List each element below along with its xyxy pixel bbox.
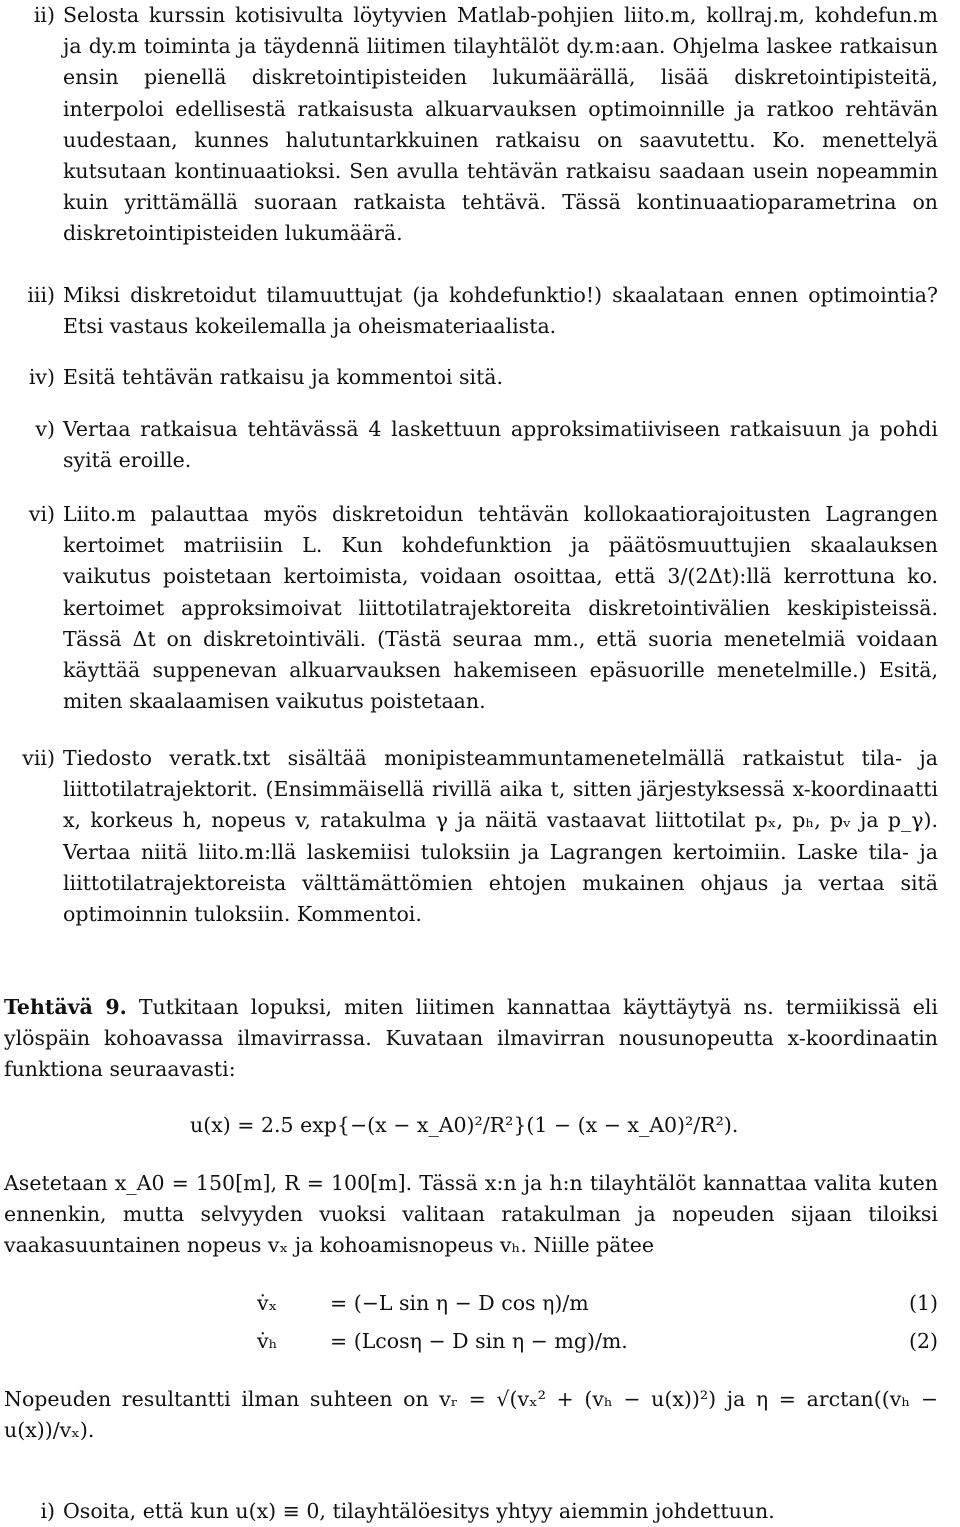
equation-1-number: (1) xyxy=(908,1291,938,1315)
task-intro-paragraph xyxy=(4,992,938,1086)
item-text: Miksi diskretoidut tilamuuttujat (ja kohdefunktio!) skaalataan ennen optimointia? Etsi vastaus kokeilemalla ja oheismateriaalista. xyxy=(63,283,938,339)
equation-1-lhs: v̇ₓ xyxy=(257,1291,278,1315)
item-number: iv) xyxy=(28,365,55,389)
item-number: iii) xyxy=(27,283,55,307)
equation-2-number: (2) xyxy=(908,1329,938,1353)
item-text: Tiedosto veratk.txt sisältää monipisteammuntamenetelmällä ratkaistut tila- ja liittotilatrajektorit. (Ensimmäisellä rivillä aika t, sitten järjestyksessä x-koordinaatti x, korkeus h, nopeus v, ratakulma γ ja näitä vastaavat liittotilat pₓ, pₕ, pᵥ ja p_γ). Vertaa niitä liito.m:llä laskemiisi tuloksiin ja Lagrangen kertoimiin. Laske tila- ja liittotilatrajektoreista välttämättömien ehtojen mukainen ohjaus ja vertaa sitä optimoinnin tuloksiin. Kommentoi. xyxy=(63,746,938,927)
item-text: Esitä tehtävän ratkaisu ja kommentoi sitä. xyxy=(63,365,504,389)
item-number: vi) xyxy=(28,502,55,526)
item-number: v) xyxy=(35,417,55,441)
task-intro-text: Tutkitaan lopuksi, miten liitimen kannattaa käyttäytyä ns. termiikissä eli ylöspäin kohoavassa ilmavirrassa. Kuvataan ilmavirran nousunopeutta x-koordinaatin funktiona seuraavasti: xyxy=(4,995,938,1082)
equation-1-rhs: = (−L sin η − D cos η)/m xyxy=(330,1291,589,1315)
item-text: Liito.m palauttaa myös diskretoidun tehtävän kollokaatiorajoitusten Lagrangen kertoimet matriisiin L. Kun kohdefunktion ja päätösmuuttujien skaalauksen vaikutus poistetaan kertoimista, voidaan osoittaa, että 3/(2Δt):llä kerrottuna ko. kertoimet approksimoivat liittotilatrajektoreita diskretointivälien keskipisteissä. Tässä Δt on diskretointiväli. (Tästä seuraa mm., että suoria menetelmiä voidaan käyttää suppenevan alkuarvauksen hakemiseen epäsuorille menetelmille.) Esitä, miten skaalaamisen vaikutus poistetaan. xyxy=(63,502,938,714)
item-number: vii) xyxy=(22,746,55,770)
task-params-paragraph: Asetetaan x_A0 = 150[m], R = 100[m]. Tässä x:n ja h:n tilayhtälöt kannattaa valita kuten ennenkin, mutta selvyyden vuoksi valitaan ratakulman ja nopeuden sijaan tiloiksi vaakasuuntainen nopeus vₓ ja kohoamisnopeus vₕ. Niille pätee xyxy=(4,1171,938,1258)
resultant-paragraph: Nopeuden resultantti ilman suhteen on vᵣ = √(vₓ² + (vₕ − u(x))²) ja η = arctan((vₕ − u(x))/vₓ). xyxy=(4,1387,938,1443)
item-text: Osoita, että kun u(x) ≡ 0, tilayhtälöesitys yhtyy aiemmin johdettuun. xyxy=(63,1499,775,1523)
item-text: Vertaa ratkaisua tehtävässä 4 laskettuun approksimatiiviseen ratkaisuun ja pohdi syitä eroille. xyxy=(63,417,938,473)
task-heading: Tehtävä 9. xyxy=(4,995,127,1019)
equation-airflow: u(x) = 2.5 exp{−(x − x_A0)²/R²}(1 − (x − x_A0)²/R²). xyxy=(190,1113,739,1137)
item-text: Selosta kurssin kotisivulta löytyvien Matlab-pohjien liito.m, kollraj.m, kohdefun.m ja dy.m toiminta ja täydennä liitimen tilayhtälöt dy.m:aan. Ohjelma laskee ratkaisun ensin pienellä diskretointipisteiden lukumäärällä, lisää diskretointipisteitä, interpoloi edellisestä ratkaisusta alkuarvauksen optimoinnille ja ratkoo rehtävän uudestaan, kunnes halutuntarkkuinen ratkaisu on saavutettu. Ko. menettelyä kutsutaan kontinuaatioksi. Sen avulla tehtävän ratkaisu saadaan usein nopeammin kuin yrittämällä suoraan ratkaista tehtävä. Tässä kontinuaatioparametrina on diskretointipisteiden lukumäärä. xyxy=(63,3,938,246)
equation-2-rhs: = (Lcosη − D sin η − mg)/m. xyxy=(330,1329,628,1353)
item-number: i) xyxy=(40,1499,55,1523)
item-number: ii) xyxy=(33,3,55,27)
equation-2-lhs: v̇ₕ xyxy=(257,1329,278,1353)
